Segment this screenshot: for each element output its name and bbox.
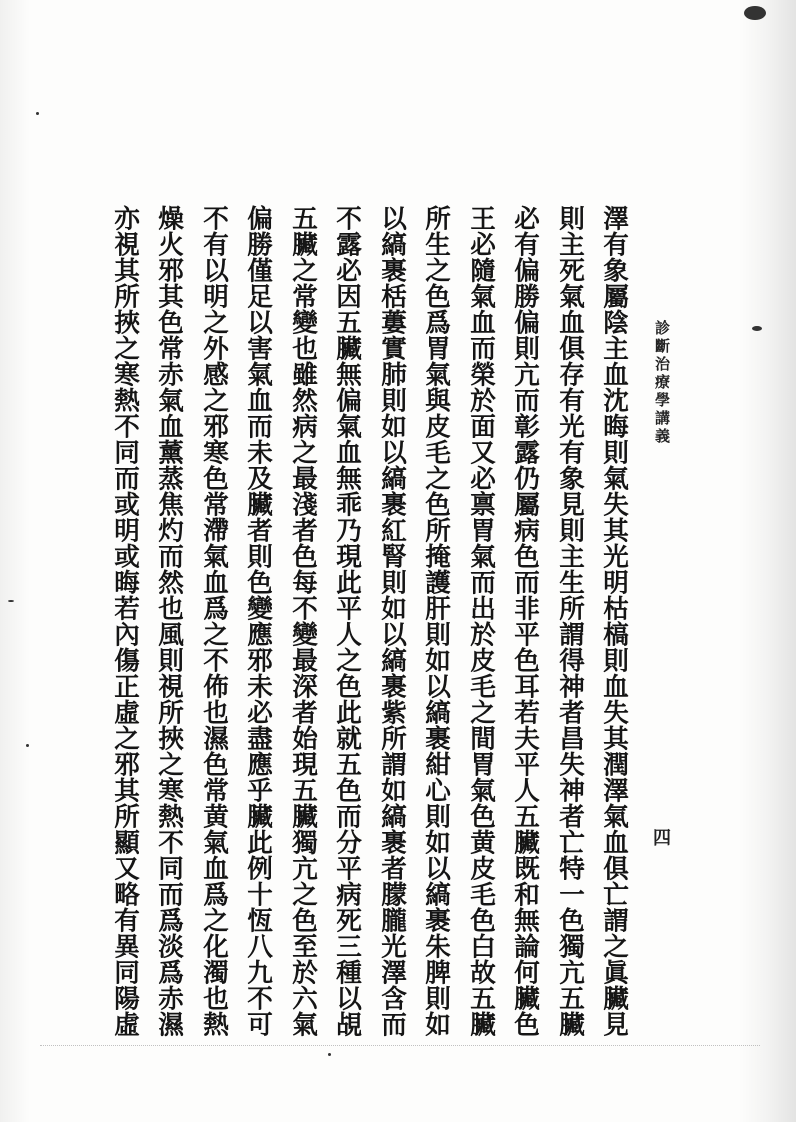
text-column-1: 澤有象屬陰主血沈晦則氣失其光明枯槁則血失其潤澤氣血俱亡謂之眞臟見 <box>599 205 629 1037</box>
scan-speck <box>328 1053 331 1056</box>
page-number: 四 <box>650 828 671 846</box>
text-column-11: 燥火邪其色常赤氣血薰蒸焦灼而然也風則視所挾之寒熱不同而爲淡爲赤濕 <box>154 205 184 1037</box>
text-column-9: 偏勝僅足以害氣血而未及臟者則色變應邪未必盡應乎臟此例十恆八九不可 <box>243 205 273 1037</box>
scan-edge-bottom <box>40 1045 760 1060</box>
text-column-7: 不露必因五臟無偏氣血無乖乃現此平人之色此就五色而分平病死三種以覘 <box>332 205 362 1037</box>
scan-speck <box>744 6 766 20</box>
scan-speck <box>752 326 762 331</box>
scan-speck <box>26 744 29 747</box>
running-title: 診斷治療學講義 <box>653 320 671 446</box>
text-column-12: 亦視其所挾之寒熱不同而或明或晦若內傷正虛之邪其所顯又略有異同陽虛 <box>110 205 140 1037</box>
scan-shadow-right <box>738 0 796 1122</box>
text-column-8: 五臟之常變也雖然病之最淺者色每不變最深者始現五臟獨亢之色至於六氣 <box>288 205 318 1037</box>
scan-shadow-left <box>0 0 30 1122</box>
text-column-4: 王必隨氣血而榮於面又必禀胃氣而出於皮毛之間胃氣色黄皮毛色白故五臟 <box>466 205 496 1037</box>
text-column-10: 不有以明之外感之邪寒色常滯氣血爲之不佈也濕色常黄氣血爲之化濁也熱 <box>199 205 229 1037</box>
text-column-2: 則主死氣血俱存有光有象見則主生所謂得神者昌失神者亡特一色獨亢五臟 <box>555 205 585 1037</box>
text-column-5: 所生之色爲胃氣與皮毛之色所掩護肝則如以縞裹紺心則如以縞裹朱脾則如 <box>421 205 451 1037</box>
text-column-3: 必有偏勝偏則亢而彰露仍屬病色而非平色耳若夫平人五臟既和無論何臟色 <box>510 205 540 1037</box>
text-column-6: 以縞裹栝蔞實肺則如以縞裹紅腎則如以縞裹紫所謂如縞裹者朦朧光澤含而 <box>377 205 407 1037</box>
scan-speck <box>8 600 14 602</box>
scan-speck <box>36 112 39 115</box>
